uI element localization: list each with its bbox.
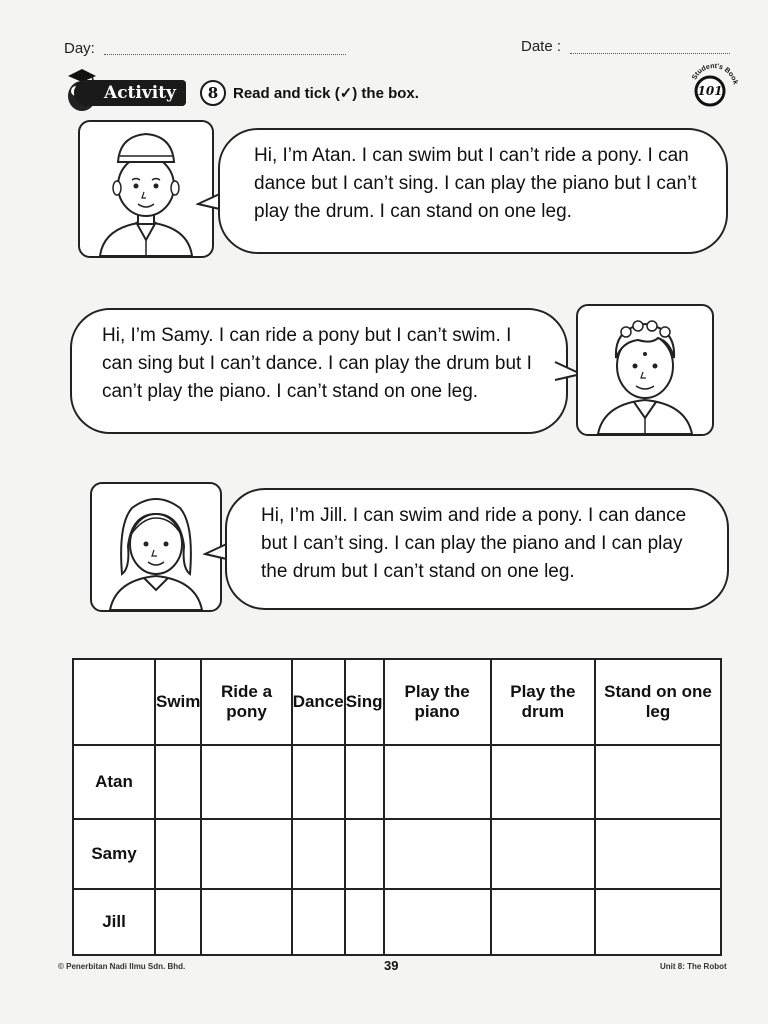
tick-box[interactable] [595, 819, 721, 889]
table-corner-cell [73, 659, 155, 745]
page-number: 39 [384, 958, 399, 973]
unit-title: Unit 8: The Robot [660, 962, 727, 971]
publisher-credit: © Penerbitan Nadi Ilmu Sdn. Bhd. [58, 962, 186, 971]
tick-box[interactable] [155, 745, 201, 819]
samy-speech-bubble: Hi, I’m Samy. I can ride a pony but I can’t swim. I can sing but I can’t dance. I can play the drum but I can’t play the piano. I can’t stand on one leg. [70, 308, 568, 434]
students-book-badge [686, 58, 742, 114]
tick-box[interactable] [292, 819, 345, 889]
samy-portrait [576, 304, 714, 436]
tick-box[interactable] [201, 745, 291, 819]
day-label: Day: [64, 40, 95, 57]
tick-box[interactable] [345, 889, 384, 955]
tick-box[interactable] [384, 745, 491, 819]
tick-box[interactable] [292, 889, 345, 955]
column-header-stand-on-one-leg: Stand on one leg [595, 659, 721, 745]
tick-box[interactable] [155, 889, 201, 955]
tick-box[interactable] [345, 745, 384, 819]
tick-box[interactable] [491, 745, 595, 819]
activity-instruction: Read and tick (✓) the box. [233, 85, 419, 102]
column-header-sing: Sing [345, 659, 384, 745]
day-line [104, 53, 346, 55]
tick-box[interactable] [155, 819, 201, 889]
column-header-play-the-drum: Play the drum [491, 659, 595, 745]
atan-portrait [78, 120, 214, 258]
row-header-atan: Atan [73, 745, 155, 819]
activity-badge: Activity [74, 80, 186, 106]
row-header-samy: Samy [73, 819, 155, 889]
date-label: Date : [521, 38, 562, 55]
tick-box[interactable] [345, 819, 384, 889]
tick-box[interactable] [201, 819, 291, 889]
tick-box[interactable] [201, 889, 291, 955]
activity-number: 8 [200, 80, 226, 106]
table-header-row [73, 659, 721, 745]
column-header-swim: Swim [155, 659, 201, 745]
jill-speech-bubble: Hi, I’m Jill. I can swim and ride a pony. I can dance but I can’t sing. I can play the piano and I can play the drum but I can’t stand on one leg. [225, 488, 729, 610]
column-header-dance: Dance [292, 659, 345, 745]
tick-box[interactable] [491, 819, 595, 889]
tick-box[interactable] [384, 819, 491, 889]
atan-speech-bubble: Hi, I’m Atan. I can swim but I can’t ride a pony. I can dance but I can’t sing. I can play the piano but I can’t play the drum. I can stand on one leg. [218, 128, 728, 254]
table-row [73, 819, 721, 889]
column-header-ride-a-pony: Ride a pony [201, 659, 291, 745]
date-line [570, 52, 730, 54]
tick-box[interactable] [292, 745, 345, 819]
students-book-text: Student's Book [691, 62, 739, 86]
tick-box[interactable] [595, 745, 721, 819]
students-book-page: 101 [697, 84, 723, 98]
table-row [73, 745, 721, 819]
tick-box[interactable] [491, 889, 595, 955]
table-row [73, 889, 721, 955]
tick-box[interactable] [384, 889, 491, 955]
tick-box[interactable] [595, 889, 721, 955]
ability-table [72, 658, 722, 956]
column-header-play-the-piano: Play the piano [384, 659, 491, 745]
row-header-jill: Jill [73, 889, 155, 955]
